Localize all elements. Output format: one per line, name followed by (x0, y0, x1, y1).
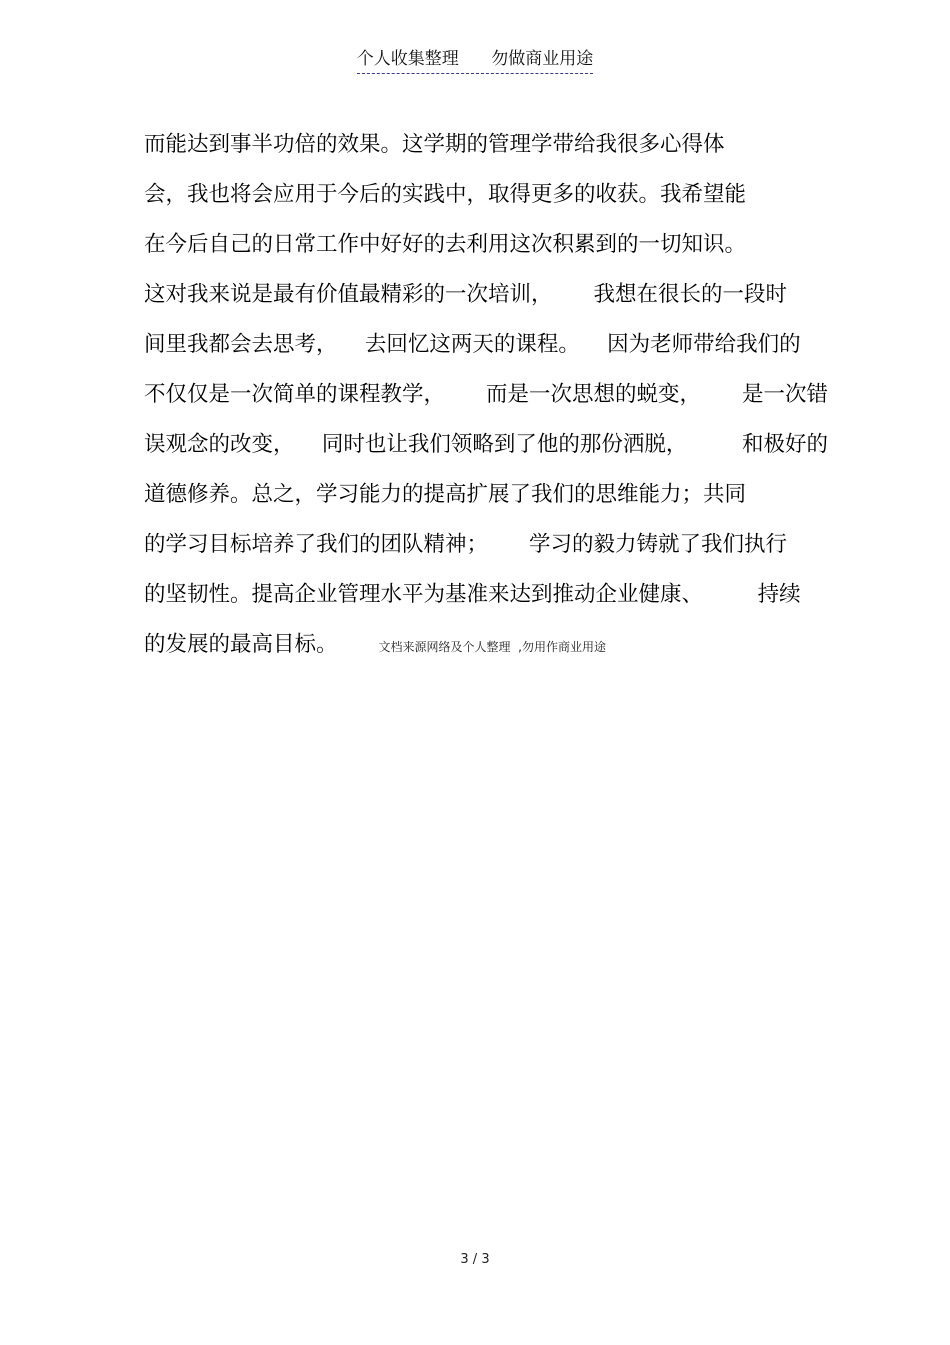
page-number: 3 / 3 (460, 1252, 490, 1267)
paragraph-line: 的发展的最高目标。 (144, 632, 338, 657)
paragraph-line: 道德修养。总之，学习能力的提高扩展了我们的思维能力；共同 (144, 482, 747, 507)
paragraph-line: 这对我来说是最有价值最精彩的一次培训， 我想在很长的一段时 (144, 282, 788, 307)
document-body (144, 126, 829, 676)
paragraph-line: 的坚韧性。提高企业管理水平为基准来达到推动企业健康、 持续 (144, 582, 801, 607)
page-header (0, 46, 950, 74)
paragraph-line: 而能达到事半功倍的效果。这学期的管理学带给我很多心得体 (144, 132, 725, 157)
header-text (357, 46, 593, 74)
paragraph-line: 会，我也将会应用于今后的实践中，取得更多的收获。我希望能 (144, 182, 747, 207)
paragraph-line: 的学习目标培养了我们的团队精神； 学习的毅力铸就了我们执行 (144, 532, 788, 557)
header-right: 勿做商业用途 (491, 49, 594, 69)
paragraph-line: 误观念的改变， 同时也让我们领略到了他的那份洒脱， 和极好的 (144, 432, 829, 457)
paragraph-line: 不仅仅是一次简单的课程教学， 而是一次思想的蜕变， 是一次错 (144, 382, 829, 407)
paragraph-line: 在今后自己的日常工作中好好的去利用这次积累到的一切知识。 (144, 232, 747, 257)
header-left: 个人收集整理 (356, 49, 459, 69)
paragraph-line: 间里我都会去思考， 去回忆这两天的课程。 因为老师带给我们的 (144, 332, 801, 357)
source-note: 文档来源网络及个人整理 ,勿用作商业用途 (378, 640, 606, 654)
paragraph-last-line (144, 626, 824, 676)
